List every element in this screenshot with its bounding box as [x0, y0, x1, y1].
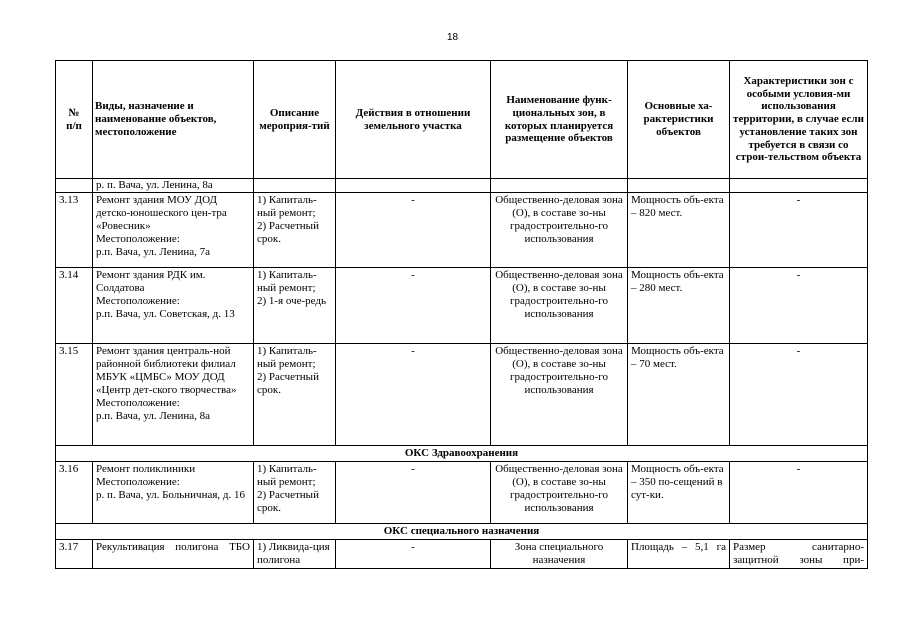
object-actions: -	[336, 540, 491, 569]
object-name: Рекультивация полигона ТБО	[93, 540, 254, 569]
continuation-location: р. п. Вача, ул. Ленина, 8а	[93, 179, 254, 193]
header-characteristics: Основные ха-рактеристики объектов	[628, 61, 730, 179]
object-name: Ремонт здания централь-ной районной библиотеки филиал МБУК «ЦМБС» МОУ ДОД «Центр дет-ского творчества» Местоположение: р.п. Вача, ул. Ленина, 8а	[93, 344, 254, 446]
cell-empty	[336, 179, 491, 193]
header-row	[56, 61, 868, 179]
header-name: Виды, назначение и наименование объектов, местоположение	[93, 61, 254, 179]
object-zones: Общественно-деловая зона (О), в составе зо-ны градостроительно-го использования	[491, 344, 628, 446]
header-num: № п/п	[56, 61, 93, 179]
header-zones: Наименование функ-циональных зон, в которых планируется размещение объектов	[491, 61, 628, 179]
cell-empty	[491, 179, 628, 193]
object-name: Ремонт здания РДК им. Солдатова Местоположение: р.п. Вача, ул. Советская, д. 13	[93, 268, 254, 344]
object-zones: Общественно-деловая зона (О), в составе зо-ны градостроительно-го использования	[491, 462, 628, 524]
header-special-zones: Характеристики зон с особыми условия-ми использования территории, в случае если установление таких зон требуется в связи со строи-тельством объекта	[730, 61, 868, 179]
header-actions: Действия в отношении земельного участка	[336, 61, 491, 179]
section-special-title: ОКС специального назначения	[56, 524, 868, 540]
section-health-title: ОКС Здравоохранения	[56, 446, 868, 462]
object-characteristics: Мощность объ-екта – 350 по-сещений в сут-ки.	[628, 462, 730, 524]
object-actions: -	[336, 344, 491, 446]
object-description: 1) Капиталь-ный ремонт; 2) 1-я оче-редь	[254, 268, 336, 344]
object-actions: -	[336, 193, 491, 268]
section-row	[56, 446, 868, 462]
object-description: 1) Капиталь-ный ремонт; 2) Расчетный срок.	[254, 344, 336, 446]
object-description: 1) Ликвида-ция полигона	[254, 540, 336, 569]
cell-empty	[730, 179, 868, 193]
object-actions: -	[336, 268, 491, 344]
object-special-zones: -	[730, 268, 868, 344]
table-row	[56, 268, 868, 344]
object-characteristics: Площадь – 5,1 га	[628, 540, 730, 569]
table-row	[56, 344, 868, 446]
table-row	[56, 193, 868, 268]
object-actions: -	[336, 462, 491, 524]
object-special-zones: -	[730, 344, 868, 446]
section-row	[56, 524, 868, 540]
object-name: Ремонт поликлиники Местоположение: р. п. Вача, ул. Больничная, д. 16	[93, 462, 254, 524]
cell-empty	[254, 179, 336, 193]
object-description: 1) Капиталь-ный ремонт; 2) Расчетный срок.	[254, 193, 336, 268]
objects-table	[55, 60, 868, 569]
header-description: Описание мероприя-тий	[254, 61, 336, 179]
row-number: 3.17	[56, 540, 93, 569]
row-number: 3.14	[56, 268, 93, 344]
table-row	[56, 462, 868, 524]
object-zones: Зона специального назначения	[491, 540, 628, 569]
row-number: 3.13	[56, 193, 93, 268]
object-zones: Общественно-деловая зона (О), в составе зо-ны градостроительно-го использования	[491, 268, 628, 344]
object-special-zones: Размер санитарно-защитной зоны при-	[730, 540, 868, 569]
object-zones: Общественно-деловая зона (О), в составе зо-ны градостроительно-го использования	[491, 193, 628, 268]
object-description: 1) Капиталь-ный ремонт; 2) Расчетный срок.	[254, 462, 336, 524]
table-row	[56, 540, 868, 569]
cell-empty	[56, 179, 93, 193]
object-name: Ремонт здания МОУ ДОД детско-юношеского цен-тра «Ровесник» Местоположение: р.п. Вача, ул. Ленина, 7а	[93, 193, 254, 268]
object-characteristics: Мощность объ-екта – 280 мест.	[628, 268, 730, 344]
object-characteristics: Мощность объ-екта – 820 мест.	[628, 193, 730, 268]
row-number: 3.16	[56, 462, 93, 524]
page-number: 18	[446, 32, 459, 43]
cell-empty	[628, 179, 730, 193]
object-characteristics: Мощность объ-екта – 70 мест.	[628, 344, 730, 446]
object-special-zones: -	[730, 462, 868, 524]
object-special-zones: -	[730, 193, 868, 268]
continuation-row	[56, 179, 868, 193]
row-number: 3.15	[56, 344, 93, 446]
